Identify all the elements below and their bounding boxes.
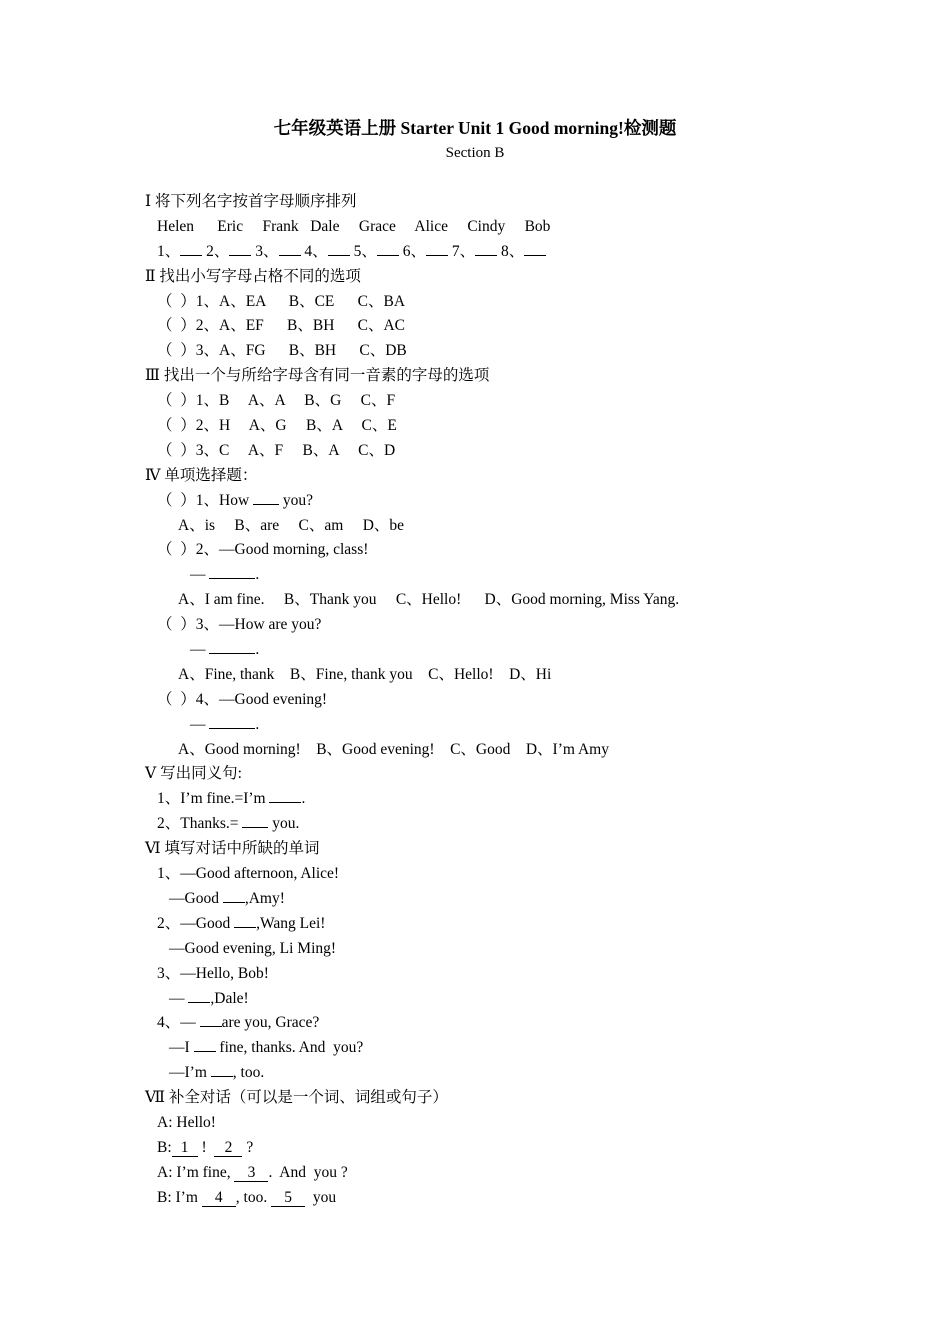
- blank[interactable]: [209, 713, 255, 729]
- dialog-text: B: I’m: [157, 1188, 202, 1206]
- dialog-line: [0, 1036, 950, 1061]
- dialog-text: fine, thanks. And you?: [215, 1039, 364, 1057]
- seq-item: 2、: [202, 242, 230, 260]
- question-text: you.: [268, 815, 300, 833]
- options-line: A、Fine, thank B、Fine, thank you C、Hello! D、Hi: [178, 665, 552, 683]
- numbered-blank[interactable]: 5: [271, 1189, 305, 1207]
- question-line: （ ）3、A、FG B、BH C、DB: [157, 342, 407, 360]
- dialog-line: [0, 1161, 950, 1186]
- seq-item: 8、: [497, 242, 525, 260]
- dialog-line: [0, 1186, 950, 1211]
- blank[interactable]: [200, 1011, 222, 1027]
- blank[interactable]: [229, 240, 251, 256]
- options-line: A、is B、are C、am D、be: [178, 516, 405, 534]
- dash-text: —: [190, 566, 210, 584]
- dialog-text: A: I’m fine,: [157, 1163, 235, 1181]
- dialog-text: !: [197, 1138, 215, 1156]
- dialog-line: [0, 912, 950, 937]
- blank[interactable]: [209, 638, 255, 654]
- answer-line: [0, 563, 950, 588]
- options-line: A、Good morning! B、Good evening! C、Good D、I’m Amy: [178, 740, 609, 758]
- numbered-blank[interactable]: 4: [202, 1189, 236, 1207]
- period-text: .: [255, 566, 260, 584]
- question-text: 2、Thanks.=: [157, 815, 243, 833]
- dialog-line: —Good evening, Li Ming!: [169, 939, 337, 957]
- numbered-blank[interactable]: 1: [172, 1139, 198, 1157]
- dialog-line: [0, 1136, 950, 1161]
- dash-text: —: [190, 715, 210, 733]
- blank[interactable]: [279, 240, 301, 256]
- section-1-sequence: [0, 240, 950, 265]
- dialog-line: A: Hello!: [157, 1113, 216, 1131]
- section-2-heading: Ⅱ 找出小写字母占格不同的选项: [145, 267, 361, 285]
- dialog-text: 2、—Good: [157, 914, 235, 932]
- seq-item: 4、: [300, 242, 328, 260]
- question-line: （ ）2、H A、G B、A C、E: [157, 417, 397, 435]
- blank[interactable]: [426, 240, 448, 256]
- question-line: [0, 812, 950, 837]
- numbered-blank[interactable]: 3: [234, 1164, 268, 1182]
- dialog-text: —: [169, 989, 189, 1007]
- blank[interactable]: [211, 1061, 233, 1077]
- blank[interactable]: [194, 1036, 216, 1052]
- dialog-text: you: [305, 1188, 337, 1206]
- page-subtitle: Section B: [445, 145, 505, 161]
- dialog-line: 3、—Hello, Bob!: [157, 964, 269, 982]
- blank[interactable]: [209, 563, 255, 579]
- options-line: A、I am fine. B、Thank you C、Hello! D、Good morning, Miss Yang.: [178, 591, 680, 609]
- section-7-heading: Ⅶ 补全对话（可以是一个词、词组或句子）: [145, 1089, 448, 1107]
- dialog-text: , too.: [235, 1188, 272, 1206]
- question-line: （ ）1、B A、A B、G C、F: [157, 392, 396, 410]
- dialog-text: ?: [242, 1138, 254, 1156]
- section-3-heading: Ⅲ 找出一个与所给字母含有同一音素的字母的选项: [145, 367, 490, 385]
- blank[interactable]: [253, 489, 279, 505]
- numbered-blank[interactable]: 2: [214, 1139, 242, 1157]
- blank[interactable]: [188, 987, 210, 1003]
- dialog-text: ,Amy!: [244, 889, 285, 907]
- question-text: you?: [279, 491, 314, 509]
- dialog-text: B:: [157, 1138, 172, 1156]
- worksheet-body: [0, 190, 950, 1211]
- seq-item: 6、: [398, 242, 426, 260]
- question-line: （ ）2、A、EF B、BH C、AC: [157, 317, 406, 335]
- question-line: [0, 787, 950, 812]
- blank[interactable]: [180, 240, 202, 256]
- section-4-heading: Ⅳ 单项选择题：: [145, 466, 258, 484]
- dialog-text: , too.: [232, 1064, 265, 1082]
- seq-item: 3、: [251, 242, 279, 260]
- dialog-text: ,Dale!: [210, 989, 249, 1007]
- section-5-heading: Ⅴ 写出同义句:: [145, 765, 242, 783]
- dialog-text: . And you ?: [268, 1163, 348, 1181]
- period-text: .: [255, 715, 260, 733]
- blank[interactable]: [328, 240, 350, 256]
- blank[interactable]: [234, 912, 256, 928]
- section-6-heading: Ⅵ 填写对话中所缺的单词: [145, 840, 320, 858]
- dialog-line: [0, 1061, 950, 1086]
- dialog-text: —I’m: [169, 1064, 211, 1082]
- question-line: （ ）3、C A、F B、A C、D: [157, 441, 396, 459]
- dialog-text: 4、—: [157, 1014, 200, 1032]
- blank[interactable]: [242, 812, 268, 828]
- section-1-heading: Ⅰ 将下列名字按首字母顺序排列: [145, 193, 357, 210]
- answer-line: [0, 713, 950, 738]
- question-text: 1、I’m fine.=I’m: [157, 790, 270, 808]
- dialog-text: —I: [169, 1039, 194, 1057]
- blank[interactable]: [524, 240, 546, 256]
- dialog-text: are you, Grace?: [221, 1014, 320, 1032]
- question-text: （ ）1、How: [157, 491, 254, 509]
- answer-line: [0, 638, 950, 663]
- dialog-line: [0, 887, 950, 912]
- section-1-names: Helen Eric Frank Dale Grace Alice Cindy Bob: [157, 217, 551, 235]
- question-line: （ ）3、—How are you?: [157, 616, 322, 634]
- blank[interactable]: [377, 240, 399, 256]
- dialog-line: 1、—Good afternoon, Alice!: [157, 865, 340, 883]
- blank[interactable]: [223, 887, 245, 903]
- question-line: [0, 489, 950, 514]
- dialog-text: ,Wang Lei!: [256, 914, 326, 932]
- dialog-line: [0, 1011, 950, 1036]
- seq-item: 5、: [349, 242, 377, 260]
- dialog-text: —Good: [169, 889, 223, 907]
- blank[interactable]: [269, 787, 301, 803]
- question-line: （ ）1、A、EA B、CE C、BA: [157, 292, 406, 310]
- question-text: .: [301, 790, 306, 808]
- question-line: （ ）4、—Good evening!: [157, 690, 328, 708]
- seq-item: 1、: [157, 242, 181, 260]
- period-text: .: [255, 641, 260, 659]
- seq-item: 7、: [447, 242, 476, 260]
- blank[interactable]: [475, 240, 497, 256]
- question-line: （ ）2、—Good morning, class!: [157, 541, 369, 559]
- page-title: 七年级英语上册 Starter Unit 1 Good morning!检测题: [273, 118, 677, 138]
- dialog-line: [0, 987, 950, 1012]
- dash-text: —: [190, 641, 210, 659]
